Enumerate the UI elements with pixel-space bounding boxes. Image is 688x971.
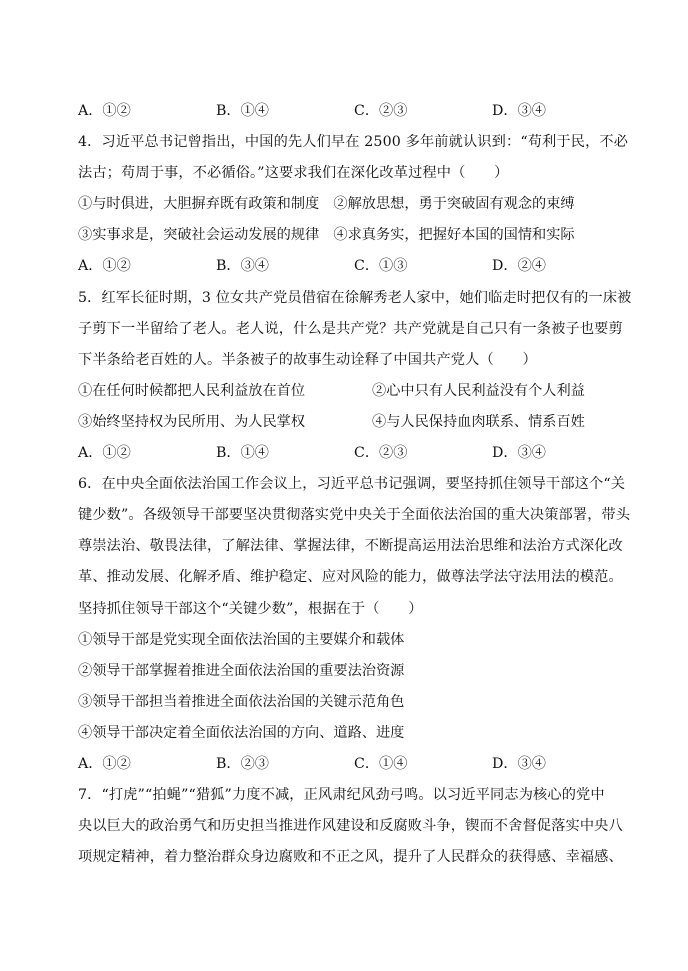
question-4-answers xyxy=(78,251,608,282)
answer-b: B．③④ xyxy=(216,258,269,275)
question-7-stem-line: 7．“打虎”“拍蝇”“猎狐”力度不减，正风肃纪风劲弓鸣。以习近平同志为核心的党中 xyxy=(78,787,605,804)
question-6-stem-line: 革、推动发展、化解矛盾、维护稳定、应对风险的能力，做尊法学法守法用法的模范。 xyxy=(78,569,623,586)
question-4-option-line: ①与时俱进，大胆摒弃既有政策和制度 ②解放思想，勇于突破固有观念的束缚 xyxy=(78,196,575,213)
option-2: ②心中只有人民利益没有个人利益 xyxy=(372,382,585,399)
question-6 xyxy=(78,469,631,780)
question-4 xyxy=(78,127,629,282)
answer-d: D．③④ xyxy=(492,445,546,462)
question-7-stem-line: 央以巨大的政治勇气和历史担当推进作风建设和反腐败斗争，锲而不舍督促落实中央八 xyxy=(78,818,623,835)
answer-c: C．②③ xyxy=(354,445,408,462)
answer-a: A．①② xyxy=(78,103,131,119)
option-3: ③始终坚持权为民所用、为人民掌权 xyxy=(78,413,306,430)
question-5-stem-line: 5．红军长征时期，3 位女共产党员借宿在徐解秀老人家中，她们临走时把仅有的一床被 xyxy=(78,289,632,306)
option-4: ④与人民保持血肉联系、情系百姓 xyxy=(372,413,585,430)
question-5-option-row xyxy=(78,376,608,407)
answer-b: B．①④ xyxy=(216,103,269,119)
question-5 xyxy=(78,283,632,470)
answer-a: A．①② xyxy=(78,755,131,772)
question-6-option: ①领导干部是党实现全面依法治国的主要媒介和载体 xyxy=(78,631,405,648)
question-6-stem-line: 坚持抓住领导干部这个“关键少数”，根据在于（ ） xyxy=(78,600,423,617)
question-5-stem-line: 下半条给老百姓的人。半条被子的故事生动诠释了中国共产党人（ ） xyxy=(78,351,537,368)
prev-question-answers xyxy=(78,96,608,127)
answer-b: B．②③ xyxy=(216,755,269,772)
question-6-option: ③领导干部担当着推进全面依法治国的关键示范角色 xyxy=(78,693,405,710)
question-5-option-row xyxy=(78,407,608,438)
answer-d: D．②④ xyxy=(492,258,546,275)
answer-b: B．①④ xyxy=(216,445,269,462)
question-6-answers xyxy=(78,749,608,780)
answer-a: A．①② xyxy=(78,258,131,275)
answer-d: D．③④ xyxy=(492,755,546,772)
answer-c: C．②③ xyxy=(354,103,408,119)
answer-c: C．①④ xyxy=(354,755,408,772)
question-4-stem-line: 4．习近平总书记曾指出，中国的先人们早在 2500 多年前就认识到：“苟利于民，不必 xyxy=(78,134,629,151)
question-6-stem-line: 6．在中央全面依法治国工作会议上，习近平总书记强调，要坚持抓住领导干部这个“关 xyxy=(78,476,626,493)
question-5-stem-line: 子剪下一半留给了老人。老人说，什么是共产党？共产党就是自己只有一条被子也要剪 xyxy=(78,320,623,337)
question-4-option-line: ③实事求是，突破社会运动发展的规律 ④求真务实，把握好本国的国情和实际 xyxy=(78,227,575,244)
question-6-stem-line: 键少数”。各级领导干部要坚决贯彻落实党中央关于全面依法治国的重大决策部署，带头 xyxy=(78,507,631,524)
option-1: ①在任何时候都把人民利益放在首位 xyxy=(78,382,306,399)
question-4-stem-line: 法古；苟周于事，不必循俗。”这要求我们在深化改革过程中（ ） xyxy=(78,165,509,182)
answer-c: C．①③ xyxy=(354,258,408,275)
question-7-stem-line: 项规定精神，着力整治群众身边腐败和不正之风，提升了人民群众的获得感、幸福感、 xyxy=(78,849,623,866)
question-6-option: ②领导干部掌握着推进全面依法治国的重要法治资源 xyxy=(78,662,405,679)
question-7 xyxy=(78,780,623,873)
answer-a: A．①② xyxy=(78,445,131,462)
question-6-option: ④领导干部决定着全面依法治国的方向、道路、进度 xyxy=(78,724,405,741)
answer-d: D．③④ xyxy=(492,103,546,119)
question-5-answers xyxy=(78,438,608,469)
question-list xyxy=(78,96,632,873)
question-6-stem-line: 尊崇法治、敬畏法律，了解法律、掌握法律，不断提高运用法治思维和法治方式深化改 xyxy=(78,538,623,555)
